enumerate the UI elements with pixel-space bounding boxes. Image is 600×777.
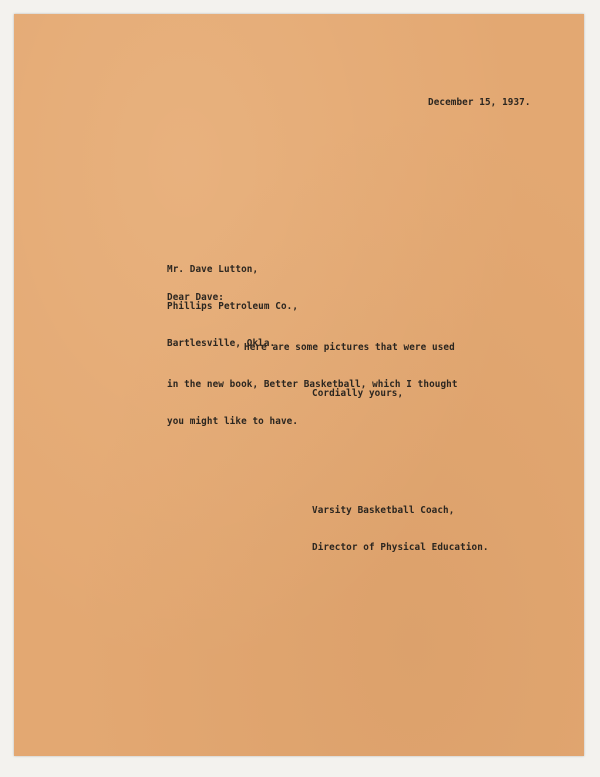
letter-page [14,14,584,756]
recipient-city: Bartlesville, Okla. [167,338,276,350]
letter-body [167,317,458,453]
body-line: you might like to have. [167,416,299,428]
letter-date: December 15, 1937. [428,97,531,108]
signature-block [312,480,489,579]
signature-title: Varsity Basketball Coach, [312,504,455,516]
body-line: Here are some pictures that were used [244,341,455,353]
recipient-name: Mr. Dave Lutton, [167,263,259,275]
signature-title: Director of Physical Education. [312,542,489,554]
body-line: in the new book, Better Basketball, which I thought [167,379,458,391]
salutation: Dear Dave: [167,292,224,303]
recipient-company: Phillips Petroleum Co., [167,301,299,313]
closing: Cordially yours, [312,388,404,399]
